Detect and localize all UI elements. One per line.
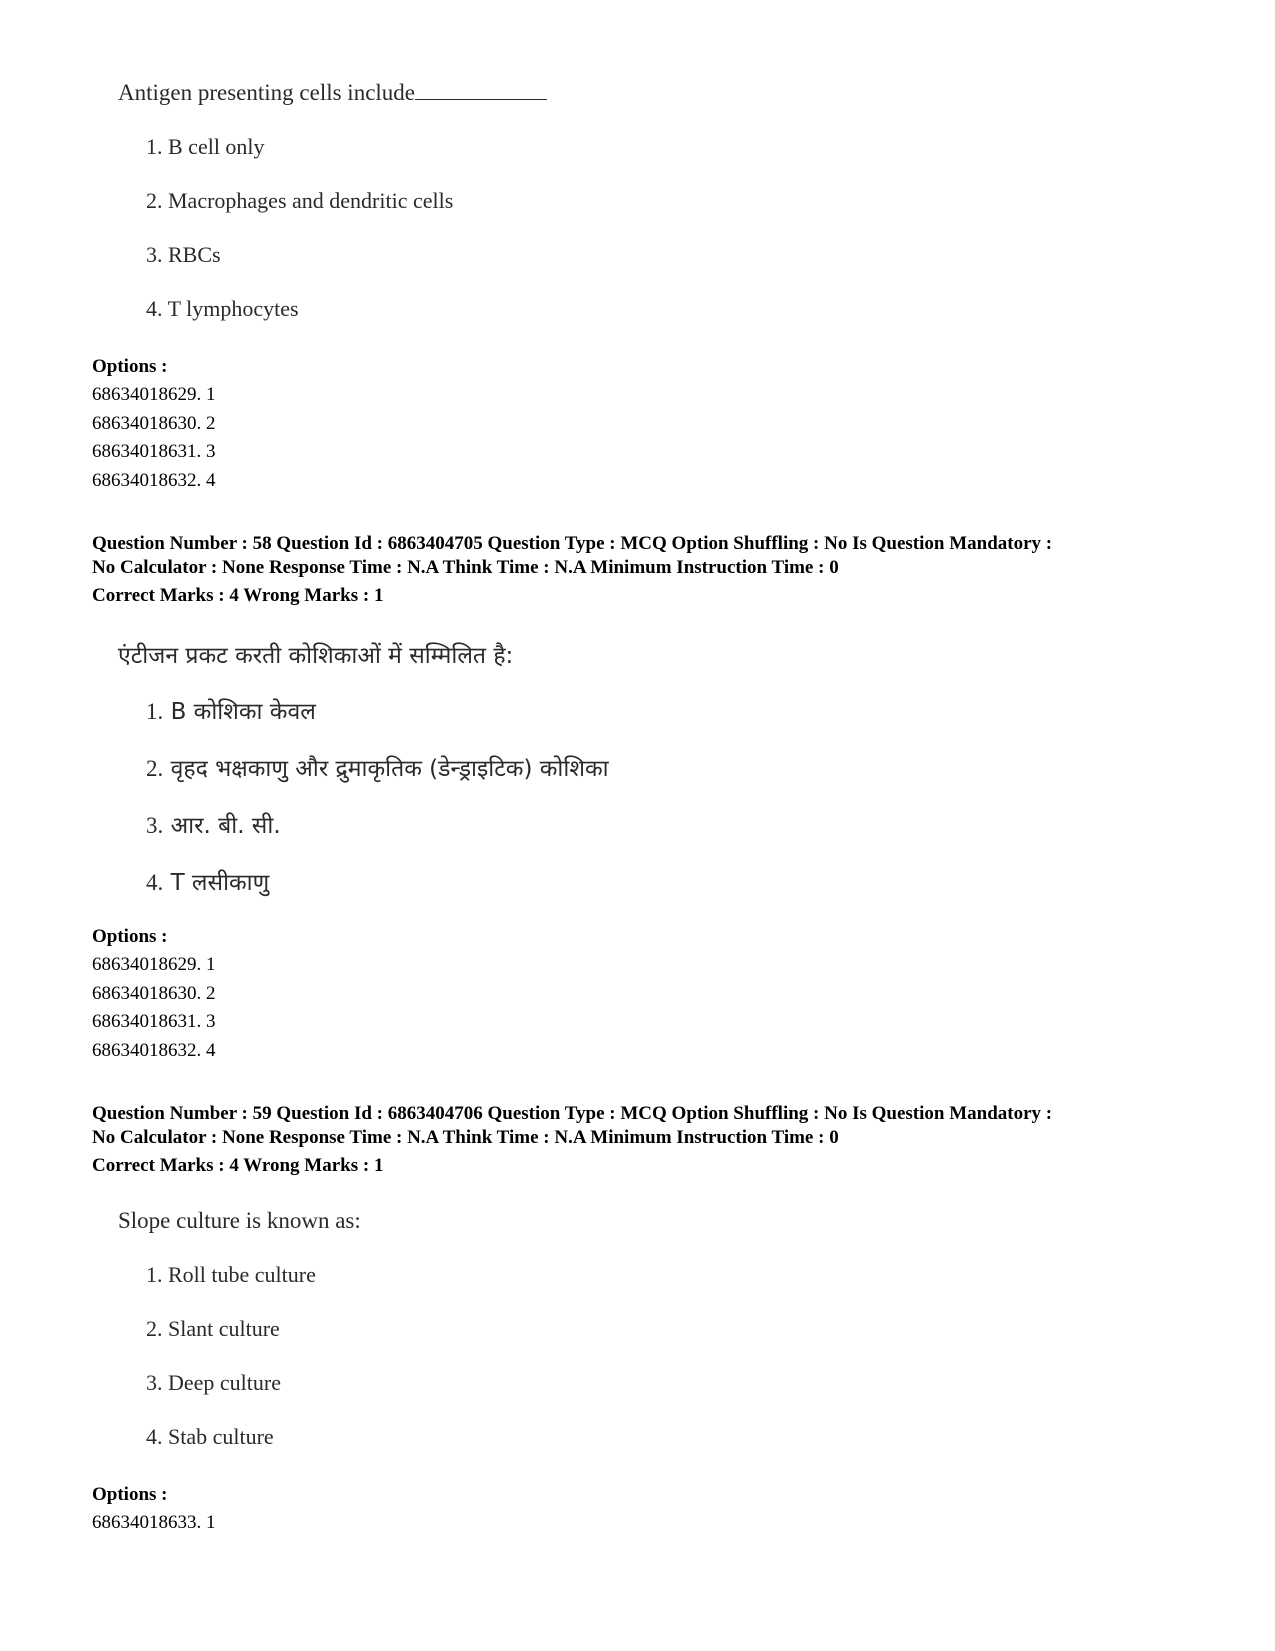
choice-item: 3. RBCs [146,242,221,267]
option-id-line: 68634018632. 4 [92,470,216,491]
option-id-line: 68634018630. 2 [92,983,216,1004]
option-id-line: 68634018632. 4 [92,1040,216,1061]
choice-item: 2. Slant culture [146,1316,280,1341]
choice-item: 3. Deep culture [146,1370,281,1395]
choice-item: 3. आर. बी. सी. [146,813,281,839]
question-meta: No Calculator : None Response Time : N.A Think Time : N.A Minimum Instruction Time : 0 [92,557,839,578]
question-marks: Correct Marks : 4 Wrong Marks : 1 [92,1155,384,1176]
question-meta: No Calculator : None Response Time : N.A Think Time : N.A Minimum Instruction Time : 0 [92,1127,839,1148]
options-label: Options : [92,1484,168,1505]
option-id-line: 68634018631. 3 [92,1011,216,1032]
choice-item: 2. Macrophages and dendritic cells [146,188,454,213]
options-label: Options : [92,926,168,947]
choice-item: 4. T lymphocytes [146,296,299,321]
question-meta: Question Number : 59 Question Id : 6863404706 Question Type : MCQ Option Shuffling : No Is Question Mandatory : [92,1103,1053,1124]
question-stem: Antigen presenting cells include [118,80,547,106]
option-id-line: 68634018629. 1 [92,954,216,975]
question-meta: Question Number : 58 Question Id : 6863404705 Question Type : MCQ Option Shuffling : No Is Question Mandatory : [92,533,1053,554]
choice-item: 1. Roll tube culture [146,1262,316,1287]
option-id-line: 68634018629. 1 [92,384,216,405]
option-id-line: 68634018633. 1 [92,1512,216,1533]
answer-blank [415,81,547,100]
options-label: Options : [92,356,168,377]
option-id-line: 68634018631. 3 [92,441,216,462]
question-stem: एंटीजन प्रकट करती कोशिकाओं में सम्मिलित है: [118,643,514,669]
choice-item: 4. Stab culture [146,1424,274,1449]
choice-item: 1. B कोशिका केवल [146,699,316,725]
option-id-line: 68634018630. 2 [92,413,216,434]
choice-item: 1. B cell only [146,134,265,159]
question-marks: Correct Marks : 4 Wrong Marks : 1 [92,585,384,606]
question-stem: Slope culture is known as: [118,1208,361,1233]
choice-item: 2. वृहद भक्षकाणु और द्रुमाकृतिक (डेन्ड्राइटिक) कोशिका [146,756,609,782]
choice-item: 4. T लसीकाणु [146,870,270,896]
